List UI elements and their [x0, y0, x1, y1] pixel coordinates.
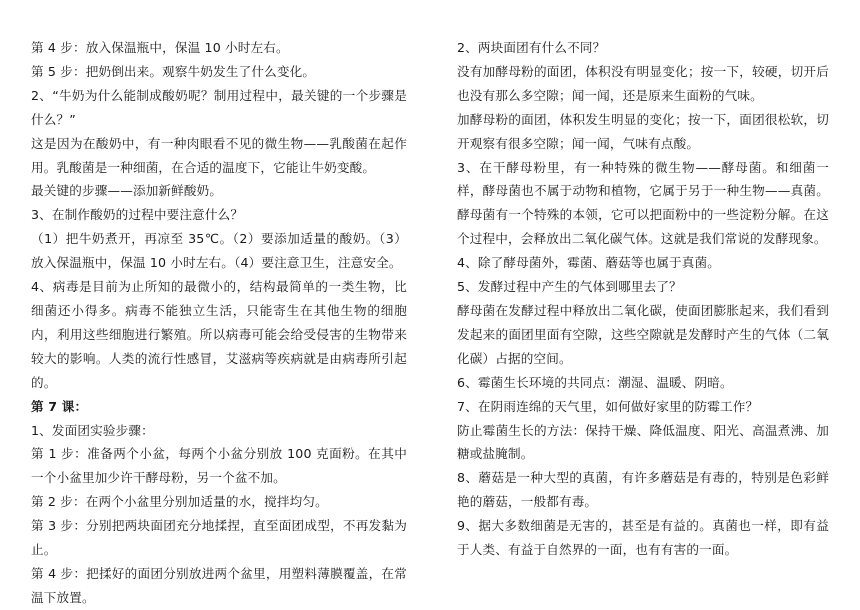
paragraph: 6、霉菌生长环境的共同点：潮湿、温暖、阴暗。 [457, 374, 733, 390]
paragraph: 第 2 步：在两个小盆里分别加适量的水，搅拌均匀。 [31, 494, 328, 510]
lesson-heading: 第 7 课： [31, 398, 88, 414]
paragraph: 4、病毒是目前为止所知的最微小的，结构最简单的一类生物，比细菌还小得多。病毒不能独立生活，只能寄生在其他生物的细胞内，利用这些细胞进行繁殖。所以病毒可能会给受侵害的生物带来较大的影响。人类的流行性感冒，艾滋病等疾病就是由病毒所引起的。 [31, 279, 407, 390]
right-column [457, 36, 829, 562]
paragraph: 这是因为在酸奶中，有一种肉眼看不见的微生物——乳酸菌在起作用。乳酸菌是一种细菌，在合适的温度下，它能让牛奶变酸。 [31, 135, 407, 175]
question-heading: 1、发面团实验步骤： [31, 422, 154, 438]
question-heading: 2、“牛奶为什么能制成酸奶呢？制用过程中，最关键的一个步骤是什么？” [31, 87, 407, 127]
paragraph: 8、蘑菇是一种大型的真菌，有许多蘑菇是有毒的，特别是色彩鲜艳的蘑菇，一般都有毒。 [457, 470, 829, 510]
question-heading: 7、在阴雨连绵的天气里，如何做好家里的防霉工作？ [457, 398, 759, 414]
paragraph: 没有加酵母粉的面团，体积没有明显变化；按一下，较硬，切开后也没有那么多空隙；闻一闻，还是原来生面粉的气味。 [457, 63, 829, 103]
paragraph: 酵母菌在发酵过程中释放出二氧化碳，使面团膨胀起来，我们看到发起来的面团里面有空隙，这些空隙就是发酵时产生的气体（二氧化碳）占据的空间。 [457, 302, 829, 366]
question-heading: 5、发酵过程中产生的气体到哪里去了？ [457, 279, 682, 295]
paragraph: 9、据大多数细菌是无害的，甚至是有益的。真菌也一样，即有益于人类、有益于自然界的一面，也有有害的一面。 [457, 518, 829, 558]
paragraph: 防止霉菌生长的方法：保持干燥、降低温度、阳光、高温煮沸、加糖或盐腌制。 [457, 422, 829, 462]
paragraph: 最关键的步骤——添加新鲜酸奶。 [31, 183, 223, 199]
paragraph: 第 5 步：把奶倒出来。观察牛奶发生了什么变化。 [31, 63, 316, 79]
paragraph: 第 4 步：把揉好的面团分别放进两个盆里，用塑料薄膜覆盖，在常温下放置。 [31, 565, 407, 605]
question-heading: 2、两块面团有什么不同？ [457, 40, 606, 55]
paragraph: 3、在干酵母粉里，有一种特殊的微生物——酵母菌。和细菌一样，酵母菌也不属于动物和植物，它属于另于一种生物——真菌。酵母菌有一个特殊的本领，它可以把面粉中的一些淀粉分解。在这个过程中，会释放出二氧化碳气体。这就是我们常说的发酵现象。 [457, 159, 829, 247]
paragraph: 加酵母粉的面团，体积发生明显的变化；按一下，面团很松软，切开观察有很多空隙；闻一闻，气味有点酸。 [457, 111, 829, 151]
left-column [31, 36, 407, 610]
paragraph: 4、除了酵母菌外，霉菌、蘑菇等也属于真菌。 [457, 255, 721, 271]
paragraph: （1）把牛奶煮开，再凉至 35℃。（2）要添加适量的酸奶。（3）放入保温瓶中，保温 10 小时左右。（4）要注意卫生，注意安全。 [31, 231, 407, 271]
paragraph: 第 3 步：分别把两块面团充分地揉捏，直至面团成型，不再发黏为止。 [31, 518, 407, 558]
paragraph: 第 1 步：准备两个小盆，每两个小盆分别放 100 克面粉。在其中一个小盆里加少许干酵母粉，另一个盆不加。 [31, 446, 407, 486]
paragraph: 第 4 步：放入保温瓶中，保温 10 小时左右。 [31, 40, 289, 55]
question-heading: 3、在制作酸奶的过程中要注意什么？ [31, 207, 244, 223]
